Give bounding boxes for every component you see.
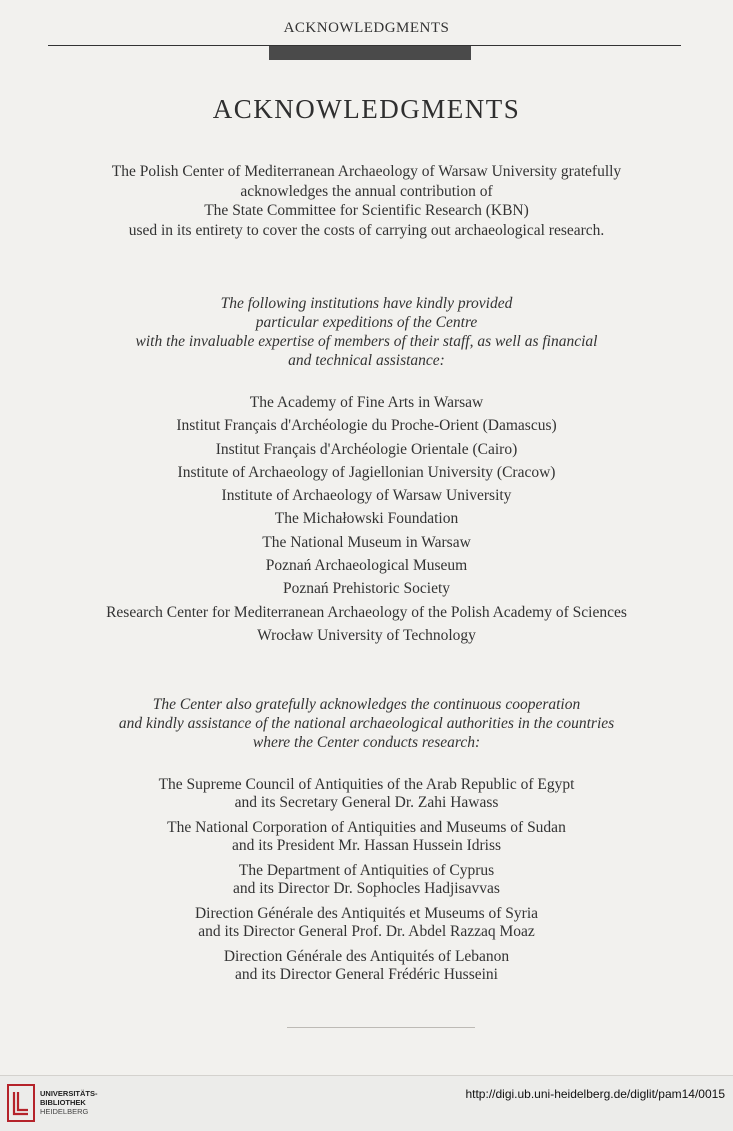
intro-line: The Polish Center of Mediterranean Archaeology of Warsaw University gratefully bbox=[111, 163, 622, 180]
authority-entry bbox=[20, 905, 713, 941]
institutions-intro-line: particular expeditions of the Centre bbox=[255, 314, 478, 331]
authority-body: Direction Générale des Antiquités et Museums of Syria bbox=[194, 905, 539, 922]
authority-entry bbox=[20, 776, 713, 812]
list-item: The Michałowski Foundation bbox=[274, 510, 459, 528]
intro-paragraph bbox=[20, 162, 713, 240]
permalink-url[interactable]: http://digi.ub.uni-heidelberg.de/diglit/pam14/0015 bbox=[465, 1087, 725, 1101]
page-title: ACKNOWLEDGMENTS bbox=[212, 94, 521, 124]
authorities-intro-line: and kindly assistance of the national archaeological authorities in the countries bbox=[118, 715, 615, 732]
authority-head: and its President Mr. Hassan Hussein Idriss bbox=[231, 837, 502, 854]
list-item: Wrocław University of Technology bbox=[257, 626, 476, 644]
authorities-intro bbox=[20, 695, 713, 752]
list-item: Institute of Archaeology of Jagiellonian University (Cracow) bbox=[177, 463, 556, 481]
authority-head: and its Director General Frédéric Husseini bbox=[235, 966, 498, 983]
intro-line: used in its entirety to cover the costs of carrying out archaeological research. bbox=[128, 221, 605, 239]
list-item: Institut Français d'Archéologie Orientale (Cairo) bbox=[215, 440, 518, 458]
institutions-intro bbox=[20, 294, 713, 370]
logo-line: BIBLIOTHEK bbox=[40, 1098, 86, 1107]
authority-body: Direction Générale des Antiquités of Lebanon bbox=[223, 948, 510, 965]
authority-entry bbox=[20, 948, 713, 984]
authority-head: and its Secretary General Dr. Zahi Hawass bbox=[234, 794, 499, 811]
institutions-intro-line: and technical assistance: bbox=[288, 352, 445, 369]
list-item: Poznań Prehistoric Society bbox=[282, 580, 451, 598]
footer-rule bbox=[287, 1027, 475, 1028]
intro-line: The State Committee for Scientific Research (KBN) bbox=[204, 202, 529, 219]
authority-entry bbox=[20, 819, 713, 855]
list-item: The National Museum in Warsaw bbox=[262, 533, 471, 551]
running-head: ACKNOWLEDGMENTS bbox=[283, 20, 450, 36]
list-item: Poznań Archaeological Museum bbox=[265, 557, 468, 575]
library-logo-icon[interactable] bbox=[7, 1084, 35, 1122]
viewer-footer bbox=[0, 1075, 733, 1131]
intro-line: acknowledges the annual contribution of bbox=[240, 182, 493, 200]
institutions-intro-line: The following institutions have kindly provided bbox=[220, 295, 513, 312]
authorities-intro-line: where the Center conducts research: bbox=[252, 734, 481, 751]
authority-body: The National Corporation of Antiquities and Museums of Sudan bbox=[167, 819, 566, 836]
institutions-list bbox=[20, 391, 713, 647]
logo-line: HEIDELBERG bbox=[40, 1107, 89, 1116]
list-item: Institut Français d'Archéologie du Proche-Orient (Damascus) bbox=[176, 417, 557, 435]
authority-head: and its Director Dr. Sophocles Hadjisavvas bbox=[233, 880, 500, 897]
authority-head: and its Director General Prof. Dr. Abdel Razzaq Moaz bbox=[198, 923, 535, 940]
authorities-intro-line: The Center also gratefully acknowledges the continuous cooperation bbox=[152, 696, 581, 713]
logo-line: UNIVERSITÄTS- bbox=[40, 1089, 98, 1098]
list-item: Institute of Archaeology of Warsaw University bbox=[221, 487, 512, 505]
authorities-list bbox=[20, 776, 713, 991]
list-item: The Academy of Fine Arts in Warsaw bbox=[249, 394, 484, 411]
institutions-intro-line: with the invaluable expertise of members of their staff, as well as financial bbox=[135, 333, 598, 350]
library-logo-text[interactable] bbox=[40, 1089, 98, 1116]
header-bar bbox=[269, 46, 471, 60]
authority-entry bbox=[20, 862, 713, 898]
authority-body: The Department of Antiquities of Cyprus bbox=[238, 862, 495, 879]
authority-body: The Supreme Council of Antiquities of the Arab Republic of Egypt bbox=[158, 776, 575, 793]
list-item: Research Center for Mediterranean Archaeology of the Polish Academy of Sciences bbox=[106, 603, 627, 621]
